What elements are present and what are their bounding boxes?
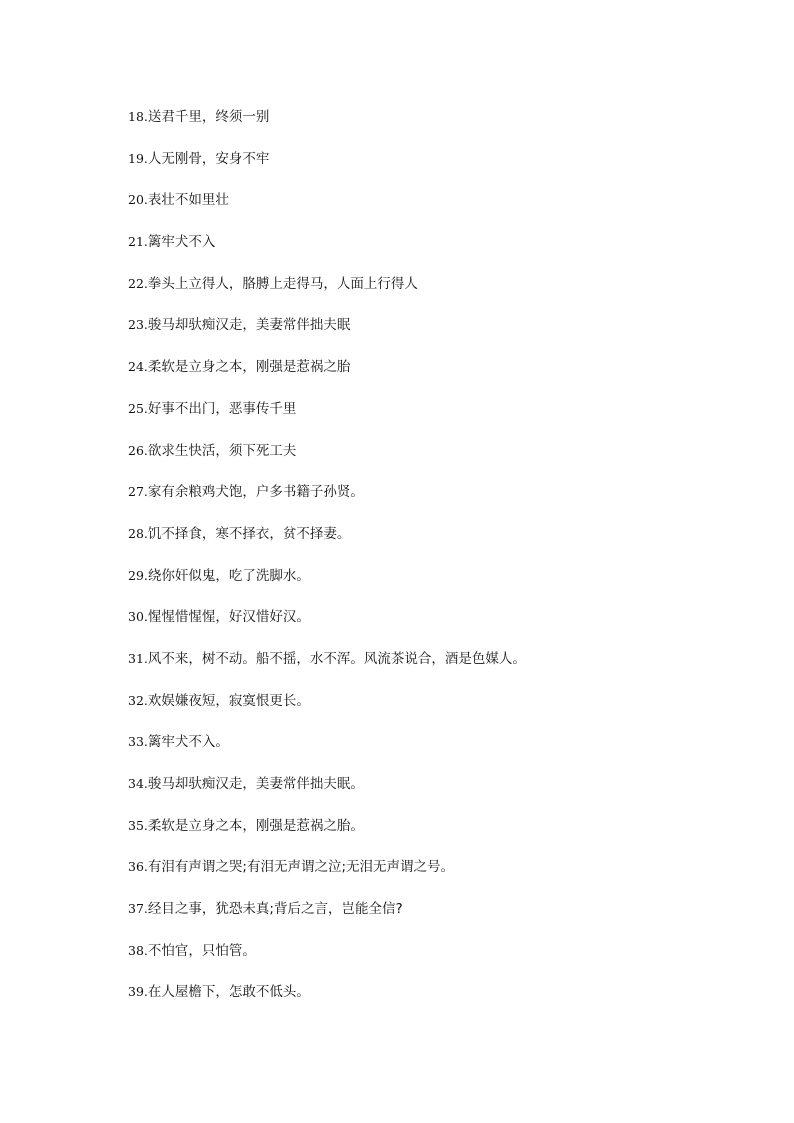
item-number: 37. bbox=[128, 901, 148, 917]
list-item bbox=[128, 773, 748, 815]
item-text: 风不来，树不动。船不摇，水不浑。风流茶说合，酒是色媒人。 bbox=[147, 650, 526, 667]
item-text: 家有余粮鸡犬饱，户多书籍子孙贤。 bbox=[147, 484, 364, 501]
item-number: 21. bbox=[128, 234, 148, 250]
list-item bbox=[128, 523, 748, 565]
item-text: 好事不出门，恶事传千里 bbox=[147, 400, 297, 417]
item-number: 23. bbox=[128, 317, 148, 333]
list-item bbox=[128, 565, 748, 607]
list-item bbox=[128, 231, 748, 273]
list-item bbox=[128, 148, 748, 190]
list-item bbox=[128, 898, 748, 940]
item-number: 28. bbox=[128, 525, 148, 541]
item-text: 拳头上立得人，胳膊上走得马，人面上行得人 bbox=[147, 275, 418, 292]
item-text: 骏马却驮痴汉走，美妻常伴拙夫眠 bbox=[147, 317, 351, 334]
item-text: 不怕官，只怕管。 bbox=[147, 942, 256, 959]
item-number: 39. bbox=[128, 984, 148, 1000]
list-item bbox=[128, 606, 748, 648]
list-item bbox=[128, 273, 748, 315]
item-text: 送君千里，终须一别 bbox=[147, 109, 270, 125]
list-item bbox=[128, 940, 748, 982]
item-number: 24. bbox=[128, 359, 148, 375]
item-number: 30. bbox=[128, 609, 148, 625]
item-text: 表壮不如里壮 bbox=[147, 192, 229, 209]
item-number: 35. bbox=[128, 817, 148, 833]
item-text: 篱牢犬不入 bbox=[147, 234, 216, 251]
list-item bbox=[128, 481, 748, 523]
item-text: 欲求生快活，须下死工夫 bbox=[147, 442, 297, 459]
item-text: 绕你奸似鬼，吃了洗脚水。 bbox=[147, 567, 310, 584]
item-number: 31. bbox=[128, 650, 148, 666]
item-number: 19. bbox=[128, 150, 148, 166]
list-item bbox=[128, 314, 748, 356]
list-item bbox=[128, 398, 748, 440]
list-item bbox=[128, 856, 748, 898]
item-text: 柔软是立身之本，刚强是惹祸之胎。 bbox=[147, 817, 364, 834]
item-text: 柔软是立身之本，刚强是惹祸之胎 bbox=[147, 359, 351, 376]
list-item bbox=[128, 731, 748, 773]
item-number: 25. bbox=[128, 400, 148, 416]
item-number: 33. bbox=[128, 734, 148, 750]
list-item bbox=[128, 648, 748, 690]
item-number: 18. bbox=[128, 109, 148, 124]
list-item bbox=[128, 981, 748, 1023]
list-item bbox=[128, 356, 748, 398]
item-number: 27. bbox=[128, 484, 148, 500]
item-number: 38. bbox=[128, 942, 148, 958]
item-text: 骏马却驮痴汉走，美妻常伴拙夫眠。 bbox=[147, 776, 364, 792]
list-item bbox=[128, 106, 748, 148]
list-item bbox=[128, 440, 748, 482]
item-number: 26. bbox=[128, 442, 148, 458]
item-text: 人无刚骨，安身不牢 bbox=[147, 150, 270, 167]
list-item bbox=[128, 815, 748, 857]
item-number: 20. bbox=[128, 192, 148, 208]
item-number: 22. bbox=[128, 275, 148, 291]
item-number: 32. bbox=[128, 692, 148, 708]
item-text: 经目之事，犹恐未真;背后之言，岂能全信? bbox=[147, 901, 403, 918]
item-number: 34. bbox=[128, 776, 148, 791]
proverb-list bbox=[128, 106, 748, 1023]
item-number: 36. bbox=[128, 859, 148, 875]
item-text: 欢娱嫌夜短，寂寞恨更长。 bbox=[147, 692, 310, 709]
list-item bbox=[128, 690, 748, 732]
item-text: 饥不择食，寒不择衣，贫不择妻。 bbox=[147, 525, 351, 542]
item-text: 篱牢犬不入。 bbox=[147, 734, 229, 751]
item-number: 29. bbox=[128, 567, 148, 583]
item-text: 惺惺惜惺惺，好汉惜好汉。 bbox=[147, 609, 310, 626]
item-text: 有泪有声谓之哭;有泪无声谓之泣;无泪无声谓之号。 bbox=[147, 859, 454, 876]
item-text: 在人屋檐下，怎敢不低头。 bbox=[147, 984, 310, 1001]
list-item bbox=[128, 189, 748, 231]
